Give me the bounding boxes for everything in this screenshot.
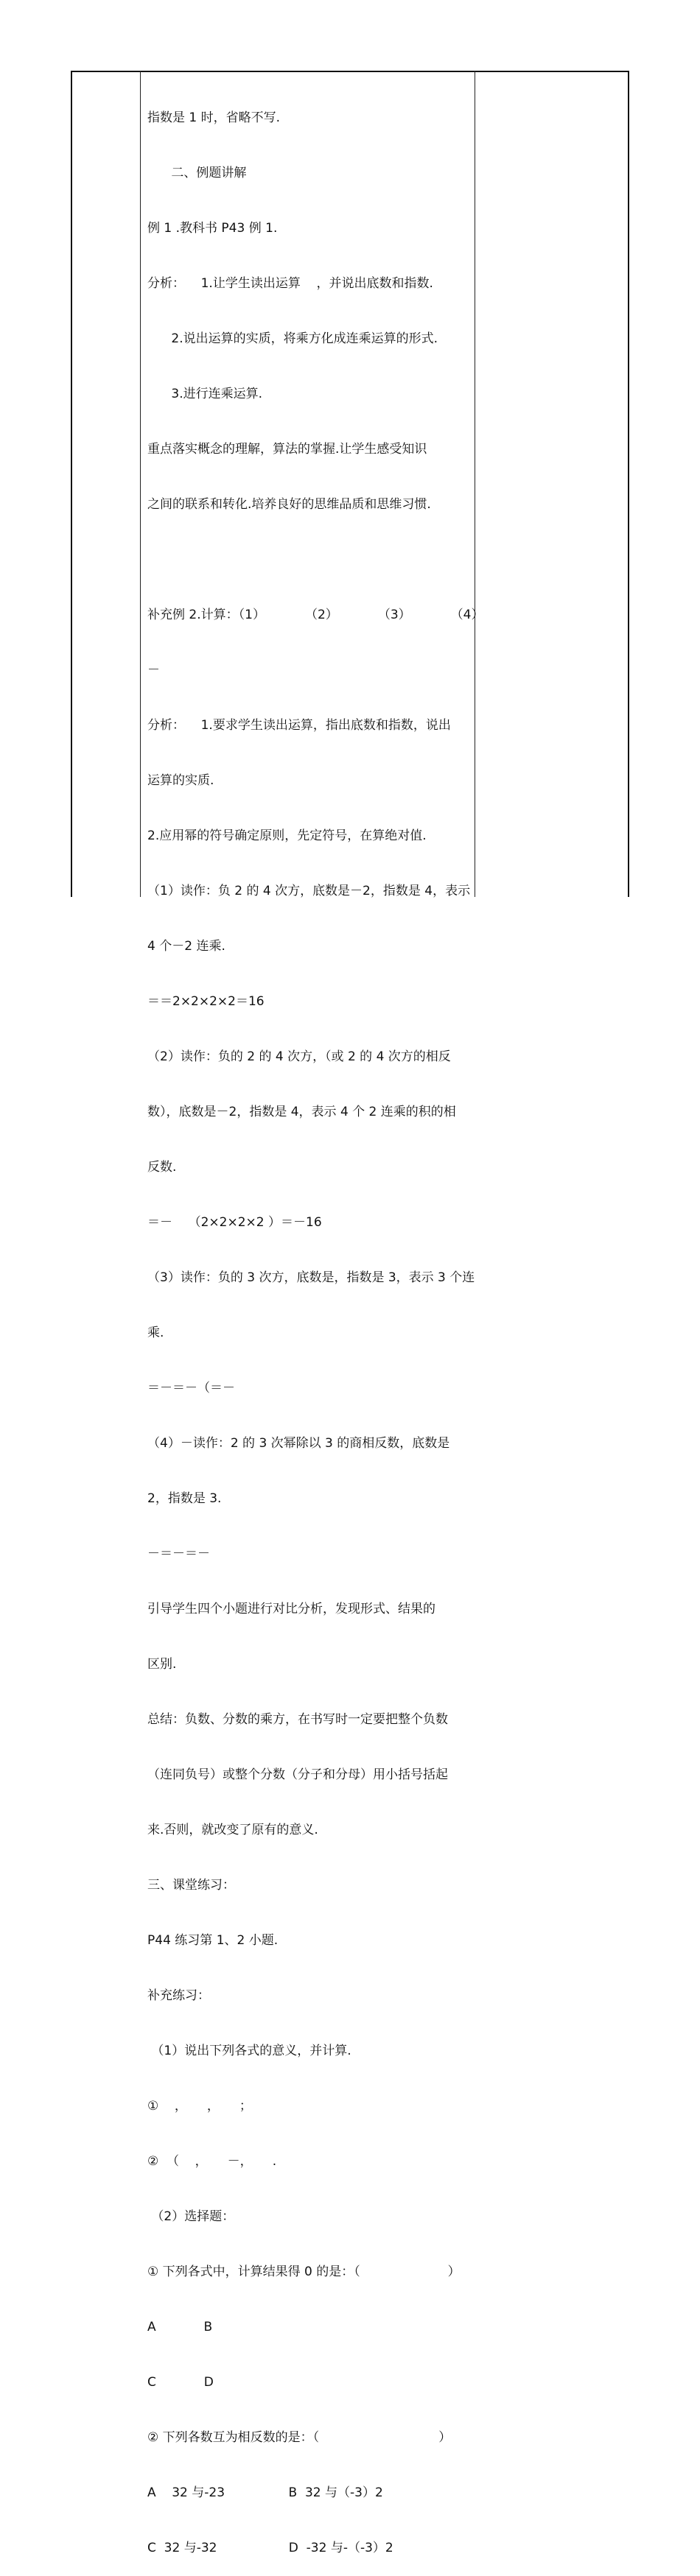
text-line: 4 个－2 连乘. <box>147 939 225 954</box>
answer-options: C D <box>147 2375 214 2390</box>
text-line: ② （ ， －， . <box>147 2154 277 2169</box>
text-line: 运算的实质. <box>147 773 214 788</box>
text-line: 3.进行连乘运算. <box>147 387 263 401</box>
text-line: 指数是 1 时，省略不写. <box>147 110 281 125</box>
text-line: 来.否则，就改变了原有的意义. <box>147 1823 318 1837</box>
text-line: （4）－读作：2 的 3 次幂除以 3 的商相反数，底数是 <box>147 1436 450 1451</box>
answer-options: A 32 与-23 B 32 与（-3）2 <box>147 2485 383 2500</box>
text-line: 补充例 2.计算：（1） （2） （3） （4） <box>147 608 484 622</box>
text-line: （连同负号）或整个分数（分子和分母）用小括号括起 <box>147 1767 448 1782</box>
text-line: （2）读作：负的 2 的 4 次方，（或 2 的 4 次方的相反 <box>147 1049 451 1064</box>
lesson-content <box>147 72 484 2576</box>
answer-options: A B <box>147 2320 213 2334</box>
text-line: 补充练习： <box>147 1988 210 2003</box>
section-heading: 三、课堂练习： <box>147 1878 235 1893</box>
text-line: 分析： 1.要求学生读出运算，指出底数和指数，说出 <box>147 718 451 733</box>
text-line: ＝－ （2×2×2×2 ）＝－16 <box>147 1215 322 1230</box>
text-line: （1）说出下列各式的意义，并计算. <box>147 2044 351 2058</box>
text-line: 例 1 .教科书 P43 例 1. <box>147 221 278 236</box>
text-line: 区别. <box>147 1657 177 1672</box>
text-line: 分析： 1.让学生读出运算 ，并说出底数和指数. <box>147 276 433 291</box>
text-line: 2.应用幂的符号确定原则，先定符号，在算绝对值. <box>147 828 427 843</box>
text-line: 反数. <box>147 1160 177 1175</box>
text-line: （1）读作：负 2 的 4 次方，底数是－2，指数是 4，表示 <box>147 884 471 898</box>
blank-line <box>147 551 473 569</box>
text-line: 重点落实概念的理解，算法的掌握.让学生感受知识 <box>147 442 427 457</box>
table-right-border <box>628 71 629 897</box>
column-divider-1 <box>140 71 141 897</box>
question-line: ① 下列各式中，计算结果得 0 的是：（ ） <box>147 2264 461 2279</box>
text-line: 2.说出运算的实质，将乘方化成连乘运算的形式. <box>147 331 438 346</box>
section-heading: 二、例题讲解 <box>147 166 247 180</box>
answer-options: C 32 与-32 D -32 与-（-3）2 <box>147 2541 393 2555</box>
text-line: ＝－＝－（＝－ <box>147 1381 235 1396</box>
text-line: 引导学生四个小题进行对比分析，发现形式、结果的 <box>147 1602 435 1616</box>
text-line: （2）选择题： <box>147 2209 235 2224</box>
text-line: P44 练习第 1、2 小题. <box>147 1933 279 1948</box>
text-line: ① ， ， ； <box>147 2099 252 2114</box>
text-line: 2，指数是 3. <box>147 1491 222 1506</box>
text-line: 乘. <box>147 1326 164 1340</box>
text-line: 总结：负数、分数的乘方，在书写时一定要把整个负数 <box>147 1712 448 1727</box>
text-line: 数），底数是－2，指数是 4，表示 4 个 2 连乘的积的相 <box>147 1105 456 1119</box>
text-line: 之间的联系和转化.培养良好的思维品质和思维习惯. <box>147 497 431 512</box>
question-line: ② 下列各数互为相反数的是：（ ） <box>147 2430 452 2445</box>
text-line: （3）读作：负的 3 次方，底数是，指数是 3，表示 3 个连 <box>147 1270 475 1285</box>
text-line: ＝＝2×2×2×2＝16 <box>147 994 265 1009</box>
table-left-border <box>71 71 72 897</box>
text-line: －＝－＝－ <box>147 1546 210 1561</box>
text-line: － <box>147 663 160 678</box>
